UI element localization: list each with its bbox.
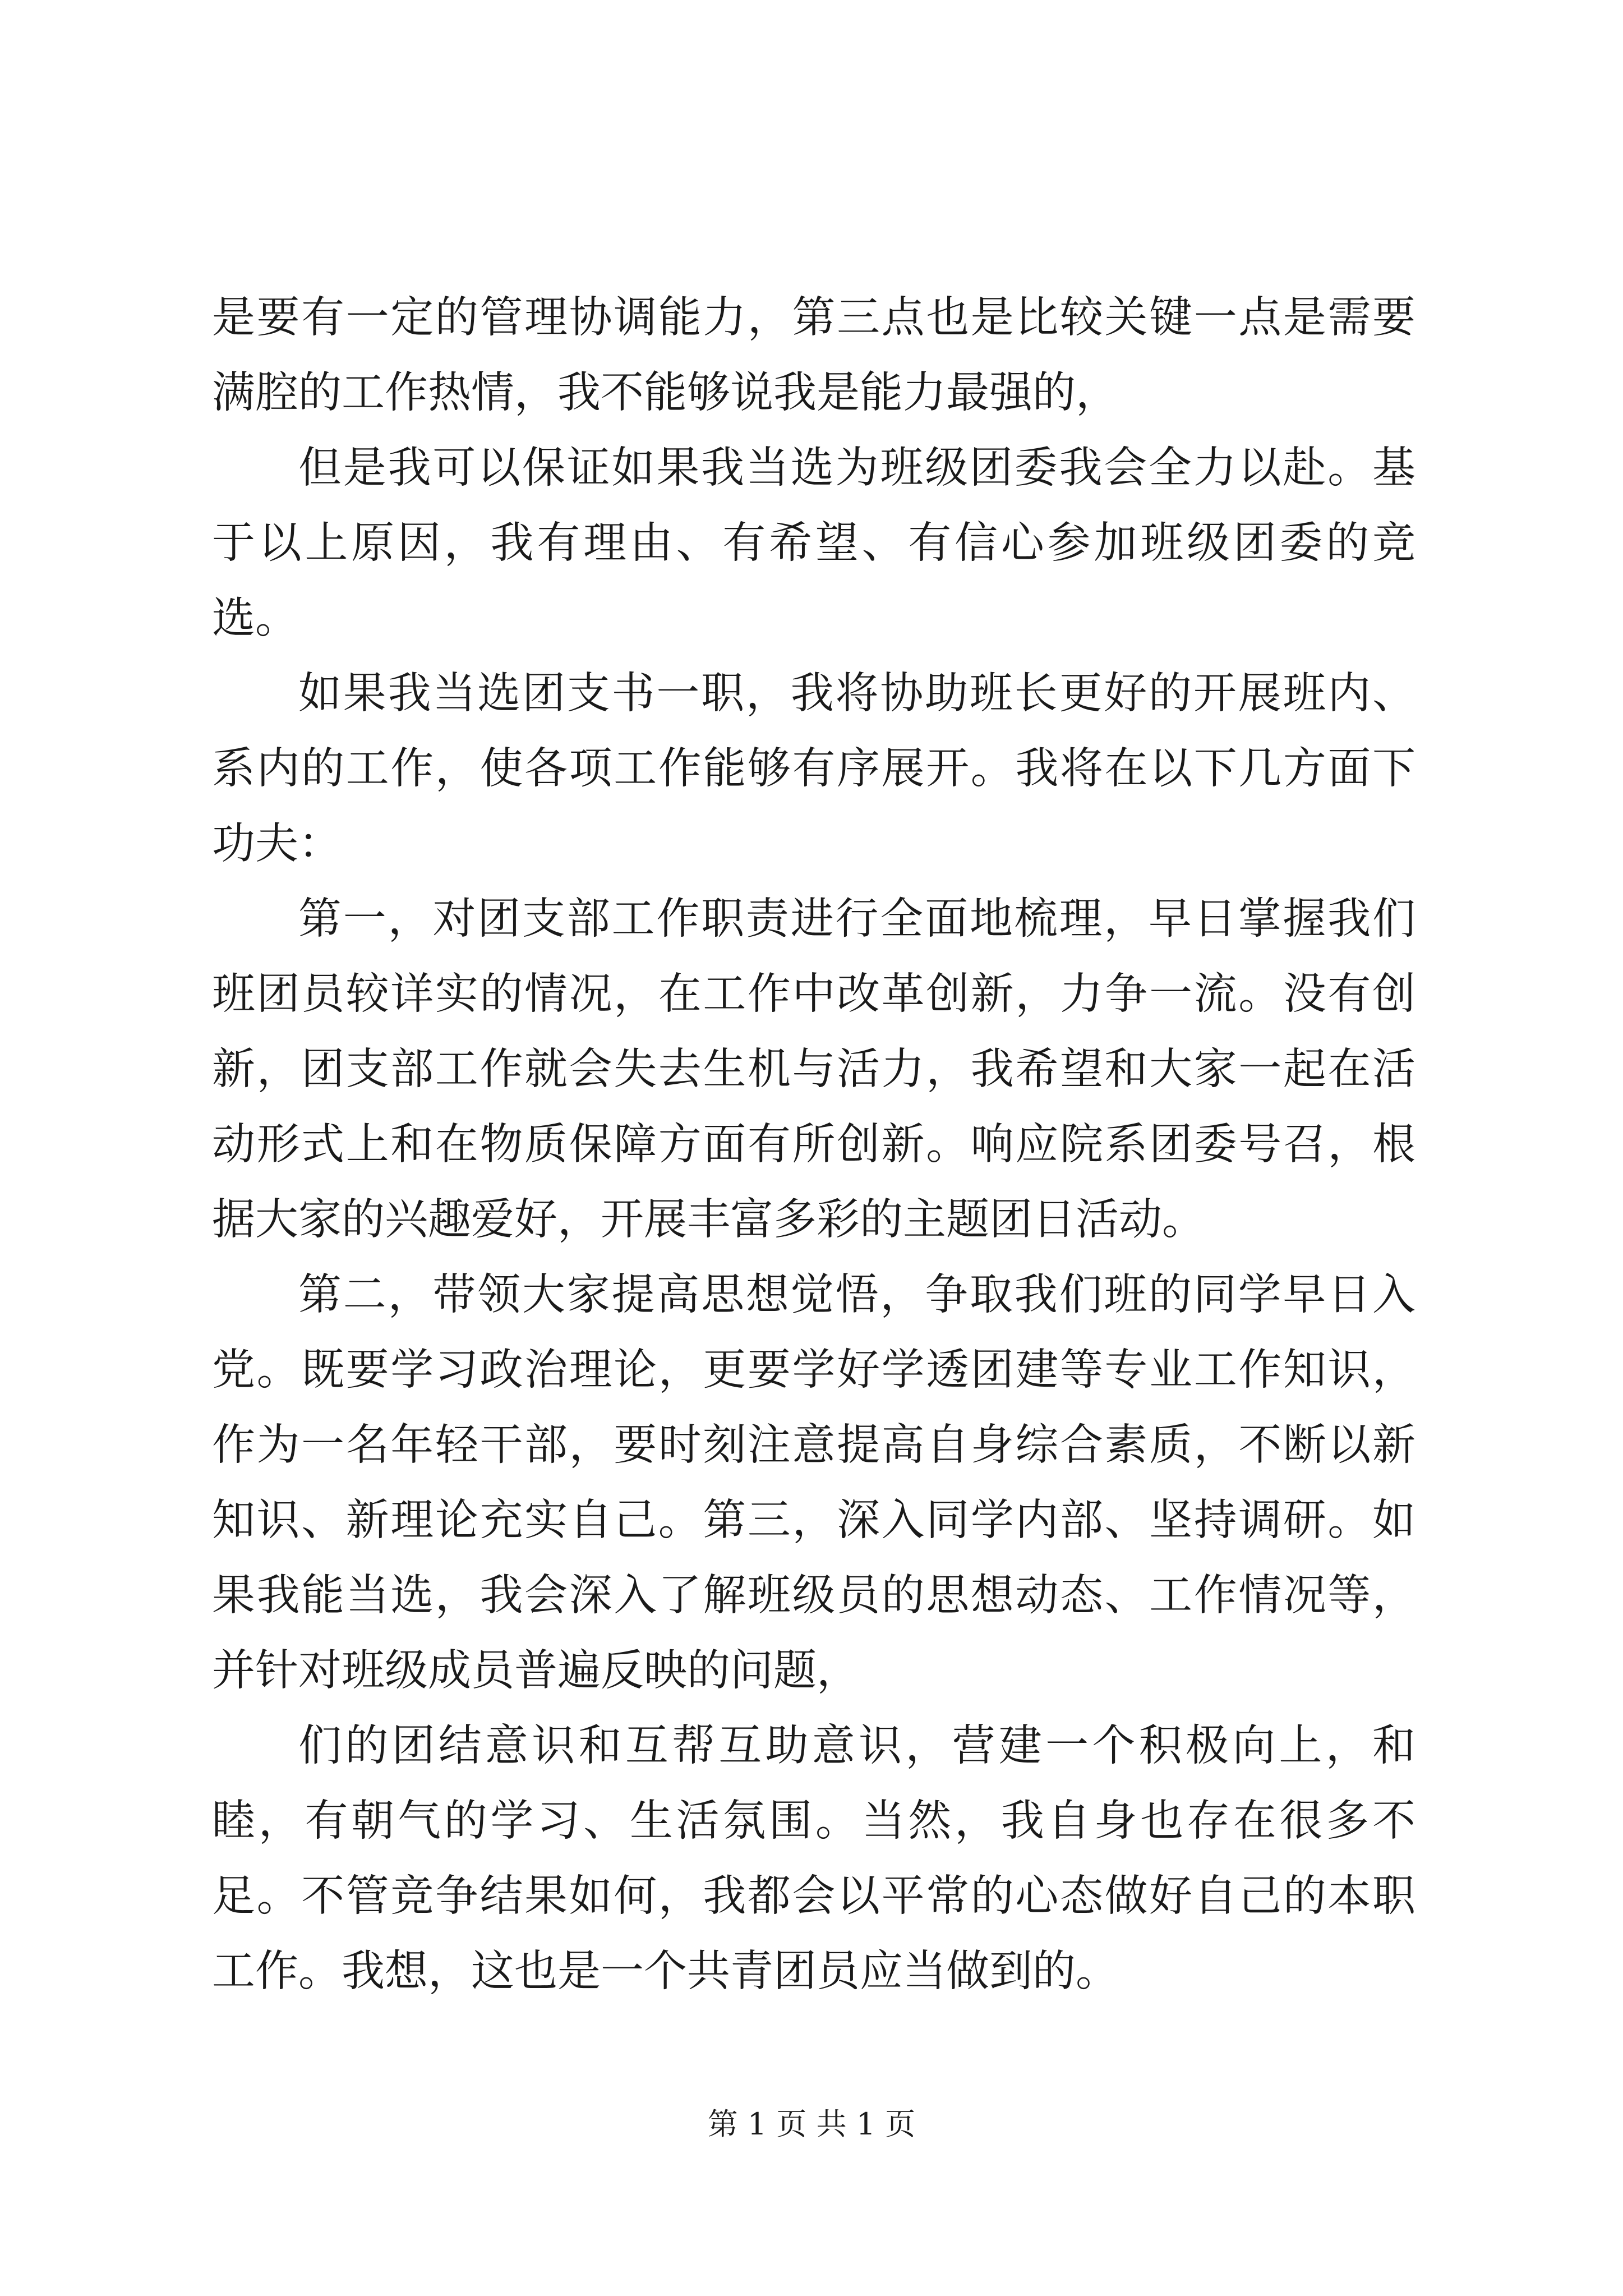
paragraph-4: 第一，对团支部工作职责进行全面地梳理，早日掌握我们班团员较详实的情况，在工作中改革创新，力争一流。没有创新，团支部工作就会失去生机与活力，我希望和大家一起在活动形式上和在物质保障方面有所创新。响应院系团委号召，根据大家的兴趣爱好，开展丰富多彩的主题团日活动。 — [212, 894, 1415, 1245]
paragraph-2: 但是我可以保证如果我当选为班级团委我会全力以赴。基于以上原因，我有理由、有希望、有信心参加班级团委的竞选。 — [212, 443, 1415, 643]
document-body — [212, 280, 1415, 2009]
paragraph-1: 是要有一定的管理协调能力，第三点也是比较关键一点是需要满腔的工作热情，我不能够说我是能力最强的， — [212, 293, 1415, 418]
page-footer: 第 1 页 共 1 页 — [707, 2106, 916, 2142]
paragraph-3: 如果我当选团支书一职，我将协助班长更好的开展班内、系内的工作，使各项工作能够有序展开。我将在以下几方面下功夫： — [212, 669, 1415, 869]
paragraph-6: 们的团结意识和互帮互助意识，营建一个积极向上，和睦，有朝气的学习、生活氛围。当然，我自身也存在很多不足。不管竞争结果如何，我都会以平常的心态做好自己的本职工作。我想，这也是一个共青团员应当做到的。 — [212, 1721, 1415, 1996]
paragraph-5: 第二，带领大家提高思想觉悟，争取我们班的同学早日入党。既要学习政治理论，更要学好学透团建等专业工作知识，作为一名年轻干部，要时刻注意提高自身综合素质，不断以新知识、新理论充实自己。第三，深入同学内部、坚持调研。如果我能当选，我会深入了解班级员的思想动态、工作情况等，并针对班级成员普遍反映的问题， — [212, 1270, 1415, 1696]
